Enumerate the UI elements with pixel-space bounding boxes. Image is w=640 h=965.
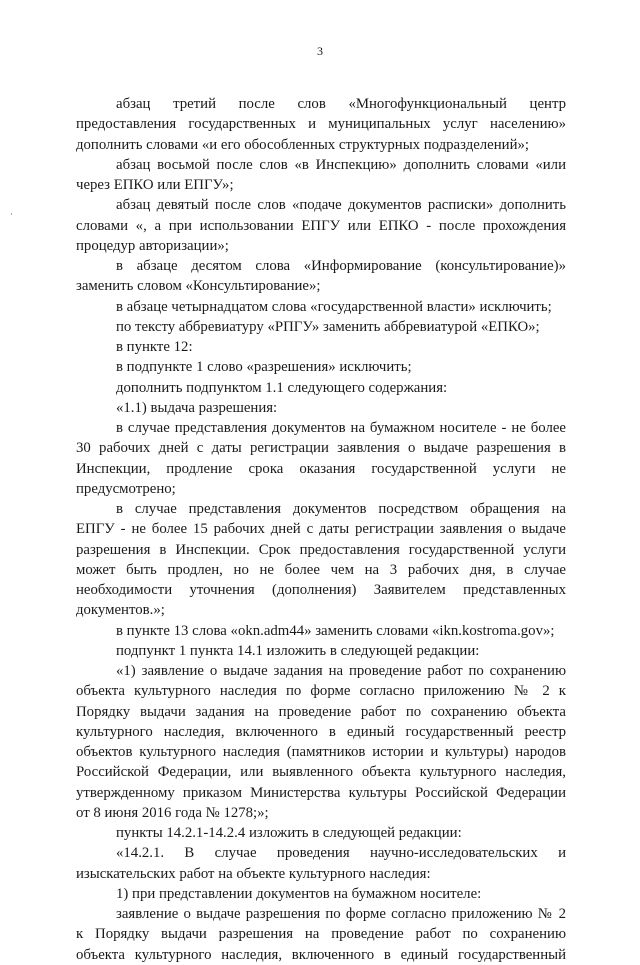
text-line: объекта культурного наследия, включенного в единый государственный xyxy=(76,946,566,963)
text-line: по тексту аббревиатуру «РПГУ» заменить аббревиатурой «ЕПКО»; xyxy=(116,318,540,335)
text-line: абзац девятый после слов «подаче документов расписки» дополнить xyxy=(116,197,566,214)
text-line: ЕПГУ - не более 15 рабочих дней с даты регистрации заявления о выдаче xyxy=(76,521,566,538)
page-number: 3 xyxy=(317,44,323,58)
text-line: абзац восьмой после слов «в Инспекцию» дополнить словами «или xyxy=(116,156,566,173)
text-line: необходимости уточнения (дополнения) Заявителем представленных xyxy=(76,582,566,598)
text-line: процедур авторизации»; xyxy=(76,237,229,254)
text-line: предоставления государственных и муниципальных услуг населению» xyxy=(76,116,566,133)
text-line: в случае представления документов посредством обращения на xyxy=(116,501,566,517)
text-line: в абзаце десятом слова «Информирование (консультирование)» xyxy=(116,258,566,274)
text-line: утвержденному приказом Министерства культуры Российской Федерации xyxy=(76,784,566,801)
document-body xyxy=(76,94,566,965)
text-line: в пункте 13 слова «okn.adm44» заменить словами «ikn.kostroma.gov»; xyxy=(116,622,555,639)
text-line: культурного наследия, включенного в единый государственный реестр xyxy=(76,723,566,740)
text-line: 30 рабочих дней с даты регистрации заявления о выдаче разрешения в xyxy=(76,440,566,457)
text-line: заявление о выдаче разрешения по форме согласно приложению № 2 xyxy=(116,906,566,922)
text-line: дополнить словами «и его обособленных структурных подразделений»; xyxy=(76,136,530,153)
text-line: документов.»; xyxy=(76,602,165,619)
text-line: дополнить подпунктом 1.1 следующего содержания: xyxy=(116,379,448,396)
text-line: от 8 июня 2016 года № 1278;»; xyxy=(76,804,269,821)
text-line: изыскательских работ на объекте культурного наследия: xyxy=(76,865,431,882)
text-line: подпункт 1 пункта 14.1 изложить в следующей редакции: xyxy=(116,642,480,659)
text-line: объектов культурного наследия (памятников истории и культуры) народов xyxy=(76,744,566,760)
text-line: «14.2.1. В случае проведения научно-исследовательских и xyxy=(116,845,566,862)
text-line: предусмотрено; xyxy=(76,480,176,497)
text-line: через ЕПКО или ЕПГУ»; xyxy=(76,177,234,193)
text-line: разрешения в Инспекции. Срок предоставления государственной услуги xyxy=(76,541,566,558)
text-line: к Порядку выдачи разрешения на проведение работ по сохранению xyxy=(76,926,566,943)
text-line: абзац третий после слов «Многофункциональный центр xyxy=(116,96,566,112)
text-line: Российской Федерации, или выявленного объекта культурного наследия, xyxy=(76,764,566,781)
text-line: в пункте 12: xyxy=(116,339,193,355)
text-line: «1) заявление о выдаче задания на проведение работ по сохранению xyxy=(116,663,566,679)
text-line: словами «, а при использовании ЕПГУ или ЕПКО - после прохождения xyxy=(76,217,566,234)
text-line: Инспекции, продление срока оказания государственной услуги не xyxy=(76,460,566,477)
text-line: объекта культурного наследия по форме согласно приложению № 2 к xyxy=(76,683,566,700)
margin-mark: · xyxy=(10,209,13,219)
text-line: пункты 14.2.1-14.2.4 изложить в следующей редакции: xyxy=(116,825,462,841)
text-line: Порядку выдачи задания на проведение работ по сохранению объекта xyxy=(76,703,566,720)
text-line: 1) при представлении документов на бумажном носителе: xyxy=(116,885,482,902)
text-line: в случае представления документов на бумажном носителе - не более xyxy=(116,420,566,436)
text-line: может быть продлен, но не более чем на 3 рабочих дня, в случае xyxy=(76,561,566,578)
text-line: в абзаце четырнадцатом слова «государственной власти» исключить; xyxy=(116,298,552,315)
text-line: заменить словом «Консультирование»; xyxy=(76,278,321,295)
text-line: «1.1) выдача разрешения: xyxy=(116,399,278,416)
text-line: в подпункте 1 слово «разрешения» исключить; xyxy=(116,359,412,376)
